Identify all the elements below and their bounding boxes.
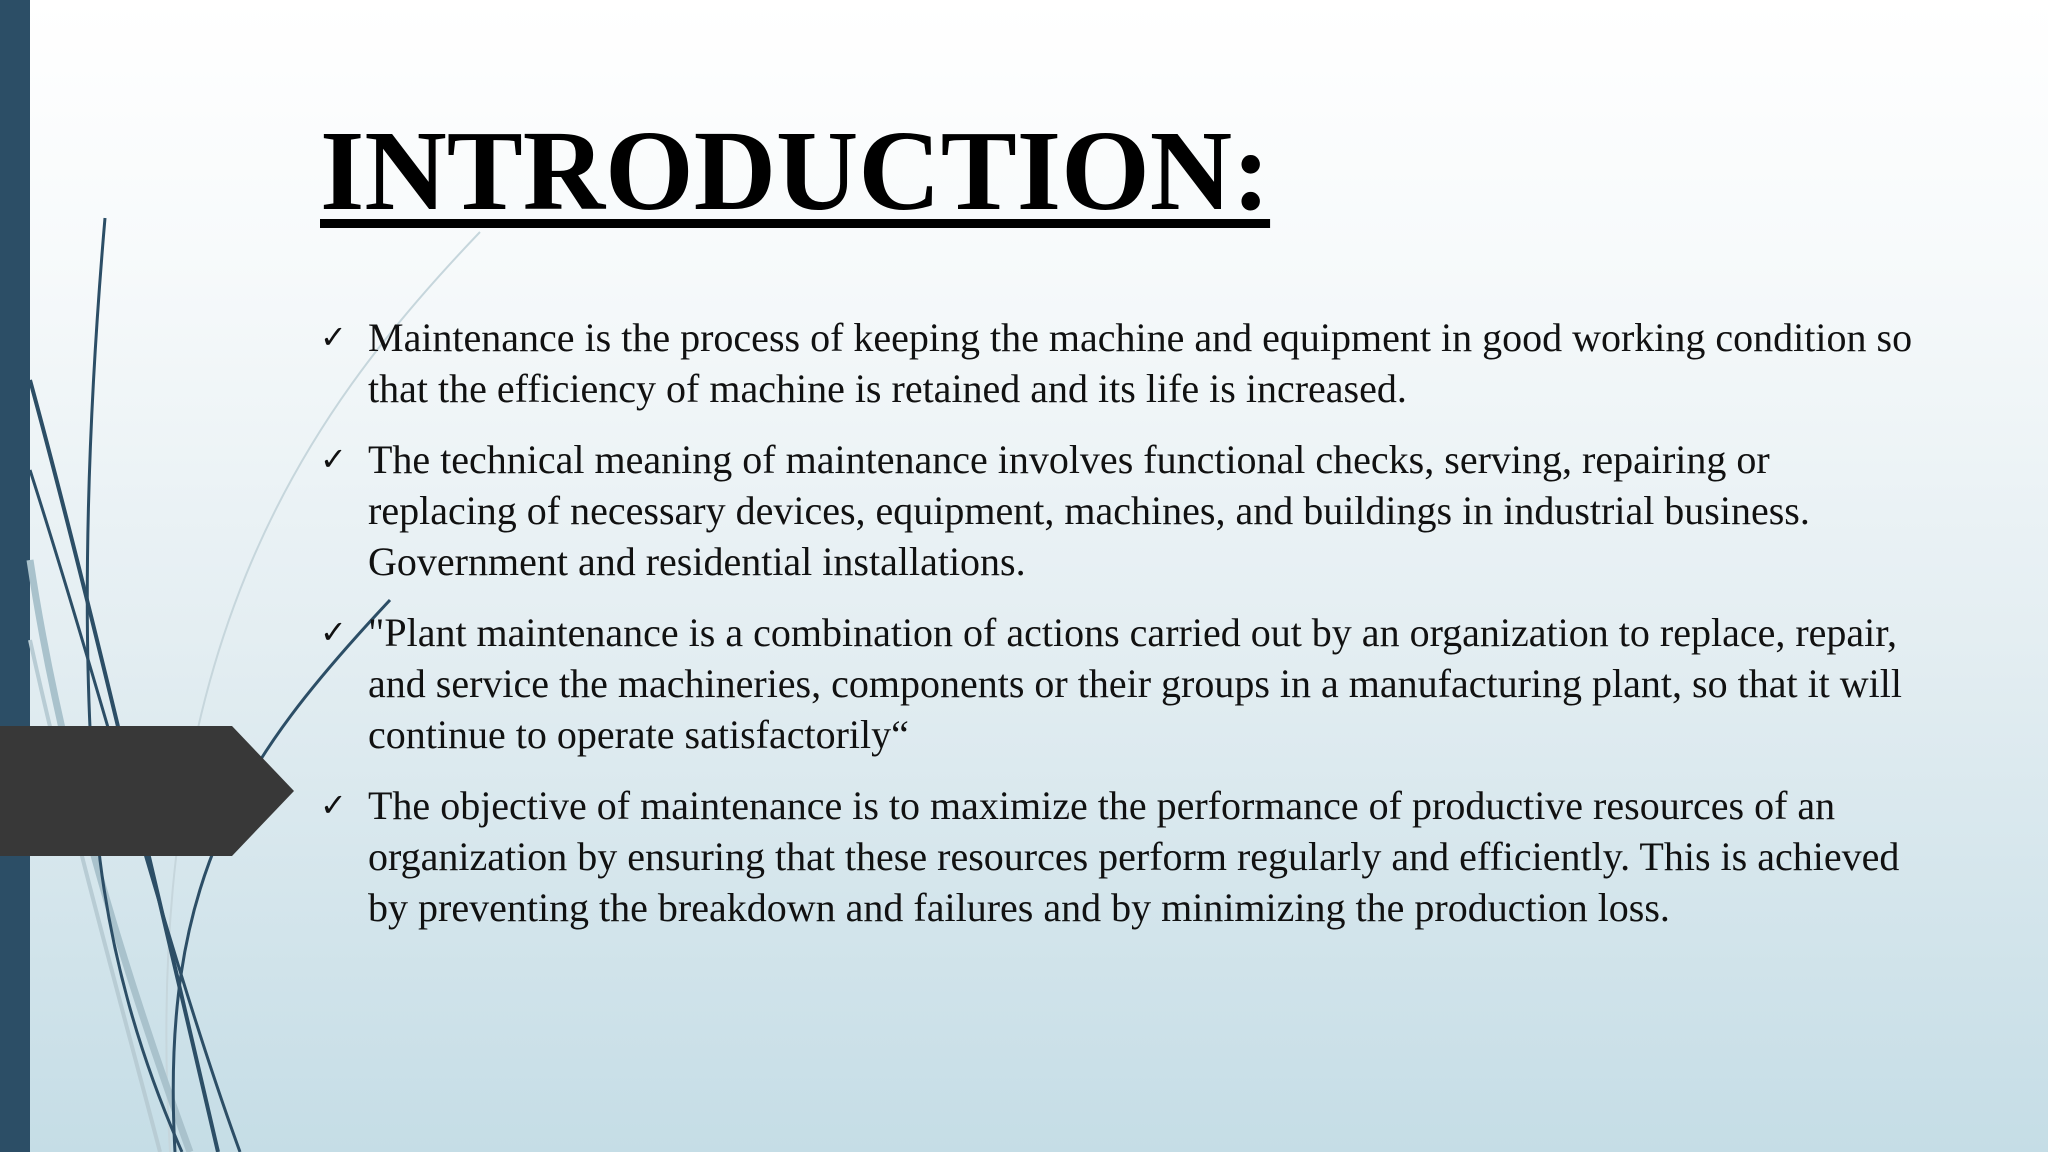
curve-dark-1 [87, 218, 182, 1152]
arrow-tab-shape [0, 726, 294, 856]
bullet-text: "Plant maintenance is a combination of actions carried out by an organization to replace, repair, and service the machineries, components or their groups in a manufacturing plant, so that it will continue to operate satisfactorily“ [368, 610, 1903, 757]
curve-light-3 [30, 640, 160, 1152]
bullet-list [320, 312, 1920, 953]
checkmark-icon: ✓ [320, 440, 347, 478]
bullet-text: The objective of maintenance is to maximize the performance of productive resources of an organization by ensuring that these resources perform regularly and efficiently. This is achieved by preventing the breakdown and failures and by minimizing the production loss. [368, 783, 1900, 930]
slide-title: INTRODUCTION: [320, 107, 1271, 234]
checkmark-icon: ✓ [320, 786, 347, 824]
bullet-text: The technical meaning of maintenance involves functional checks, serving, repairing or replacing of necessary devices, equipment, machines, and buildings in industrial business. Government and residential installations. [368, 437, 1810, 584]
bullet-item [320, 312, 1920, 414]
bullet-item [320, 607, 1920, 760]
bullet-item [320, 434, 1920, 587]
bullet-item [320, 780, 1920, 933]
checkmark-icon: ✓ [320, 613, 347, 651]
bullet-text: Maintenance is the process of keeping the machine and equipment in good working condition so that the efficiency of machine is retained and its life is increased. [368, 315, 1913, 411]
checkmark-icon: ✓ [320, 318, 347, 356]
